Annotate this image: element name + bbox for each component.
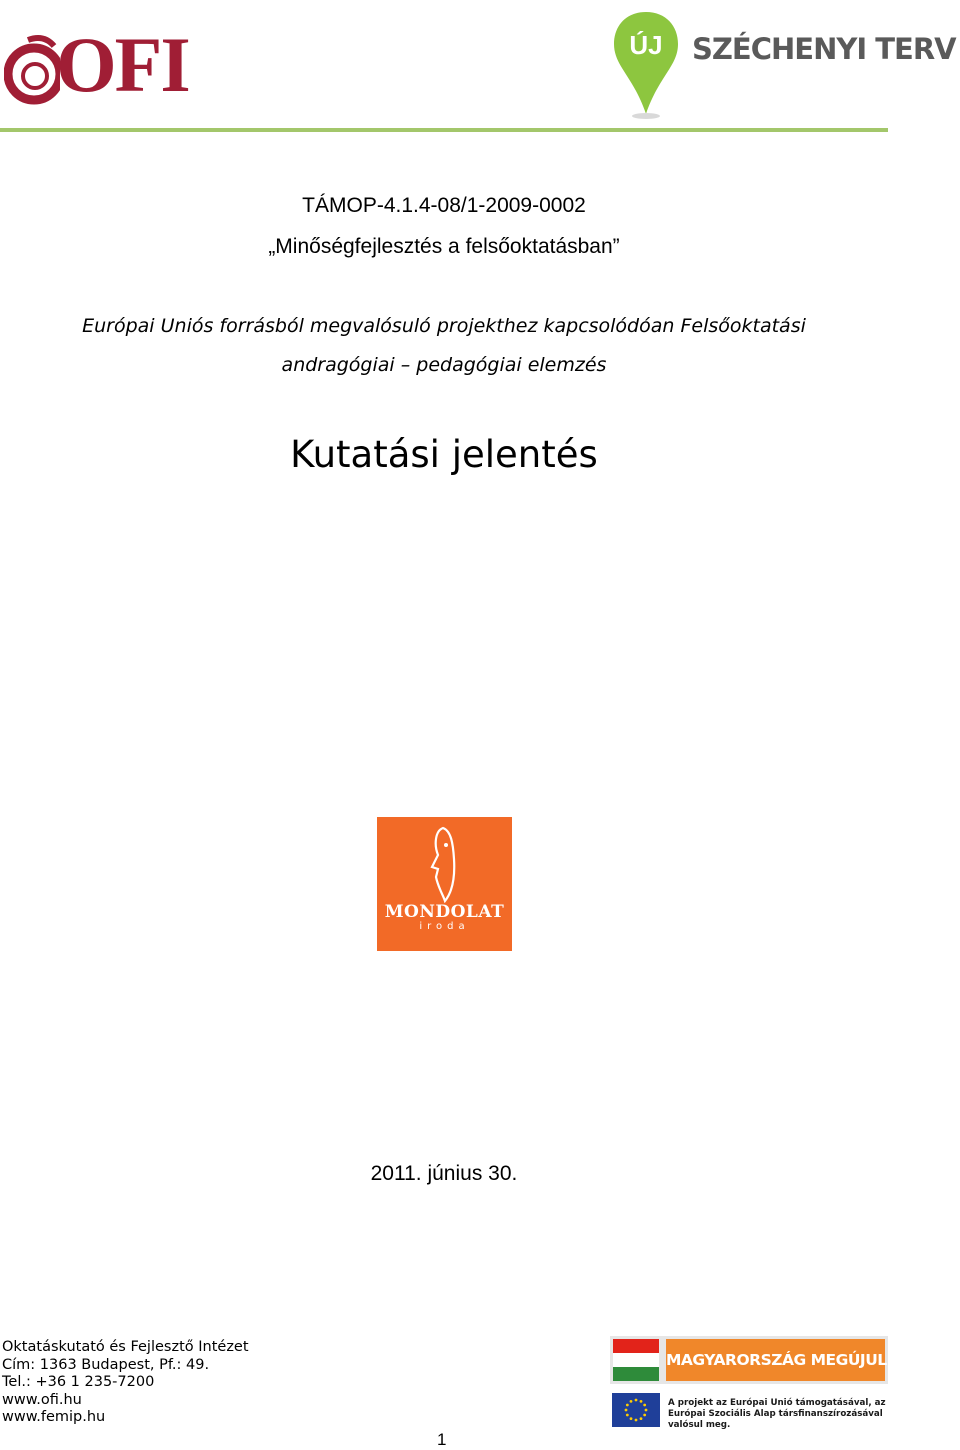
eu-star <box>640 1400 643 1403</box>
eu-star <box>626 1414 629 1417</box>
footer-phone: Tel.: +36 1 235-7200 <box>2 1374 155 1391</box>
eu-star <box>630 1417 633 1420</box>
magyarorszag-megujul-banner <box>610 1336 888 1384</box>
ofi-swirl-icon <box>4 32 60 110</box>
eu-star <box>626 1404 629 1407</box>
face-profile-icon <box>429 825 459 903</box>
footer-contact <box>2 1339 249 1427</box>
subtitle-line-1: Európai Uniós forrásból megvalósuló projekthez kapcsolódóan Felsőoktatási <box>82 315 806 337</box>
eu-funding-note: A projekt az Európai Unió támogatásával, az Európai Szociális Alap társfinanszírozásával valósul meg. <box>668 1398 886 1430</box>
eu-star <box>643 1404 646 1407</box>
document-date: 2011. június 30. <box>370 1162 518 1185</box>
project-title: „Minőségfejlesztés a felsőoktatásban” <box>268 235 620 258</box>
eu-star <box>640 1417 643 1420</box>
eu-star <box>645 1409 648 1412</box>
ofi-logo <box>4 21 189 110</box>
eu-flag-icon <box>612 1393 660 1427</box>
footer-web-ofi: www.ofi.hu <box>2 1391 82 1408</box>
banner-text: MAGYARORSZÁG MEGÚJUL <box>666 1351 887 1369</box>
eu-star <box>630 1400 633 1403</box>
eu-star <box>643 1414 646 1417</box>
hungarian-flag-icon <box>613 1339 659 1381</box>
header-divider <box>0 128 888 132</box>
report-title: Kutatási jelentés <box>290 433 598 476</box>
footer-address: Cím: 1363 Budapest, Pf.: 49. <box>2 1356 210 1373</box>
eu-star <box>635 1399 638 1402</box>
szechenyi-pin-text: ÚJ <box>629 30 663 60</box>
mondolat-sub: iroda <box>419 921 470 932</box>
mondolat-name: MONDOLAT <box>384 902 505 922</box>
ofi-logo-text: OFI <box>56 21 189 108</box>
eu-star <box>625 1409 628 1412</box>
map-pin-icon <box>611 10 681 120</box>
subtitle-line-2: andragógiai – pedagógiai elemzés <box>281 354 607 376</box>
szechenyi-terv-logo <box>606 8 958 120</box>
page-number: 1 <box>437 1430 447 1449</box>
mondolat-logo <box>377 817 512 951</box>
szechenyi-name: SZÉCHENYI TERV <box>692 32 956 66</box>
footer-institute: Oktatáskutató és Fejlesztő Intézet <box>2 1339 249 1355</box>
footer-web-femip: www.femip.hu <box>2 1409 106 1426</box>
project-code: TÁMOP-4.1.4-08/1-2009-0002 <box>302 194 586 217</box>
banner-orange-field <box>666 1339 885 1381</box>
eu-star <box>635 1419 638 1422</box>
